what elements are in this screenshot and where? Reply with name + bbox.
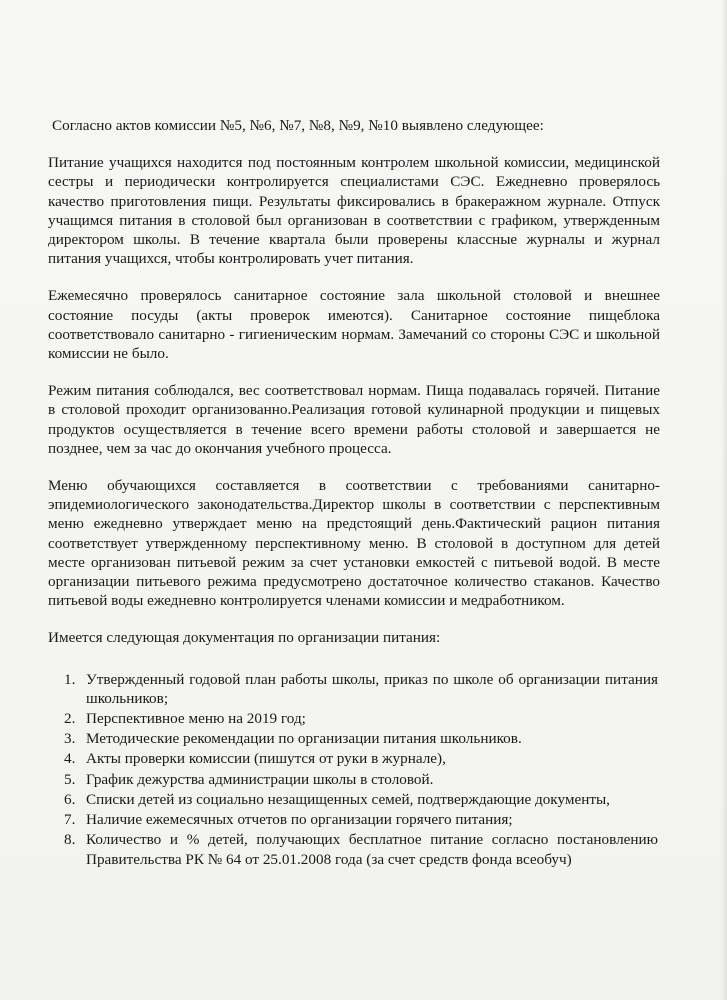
list-item-number: 7. (64, 811, 76, 829)
list-item (64, 670, 658, 708)
list-item (64, 749, 658, 768)
list-item-text: Списки детей из социально незащищенных семей, подтверждающие документы, (86, 790, 610, 808)
list-item-text: Количество и % детей, получающих бесплатное питание согласно постановлению Правительства РК № 64 от 25.01.2008 года (за счет средств фонда всеобуч) (86, 831, 658, 868)
intro-line: Согласно актов комиссии №5, №6, №7, №8, №9, №10 выявлено следующее: (52, 117, 544, 134)
document-body (48, 116, 660, 870)
list-item-number: 6. (64, 790, 76, 808)
list-item (64, 810, 658, 829)
list-item-number: 1. (64, 670, 76, 688)
list-item-text: Утвержденный годовой план работы школы, приказ по школе об организации питания школьников; (86, 670, 658, 707)
list-item-number: 2. (64, 710, 76, 728)
list-item-number: 8. (64, 831, 76, 849)
list-item-number: 5. (64, 770, 76, 788)
paragraph-3: Режим питания соблюдался, вес соответствовал нормам. Пища подавалась горячей. Питание в столовой проходит организованно.Реализация готовой кулинарной продукции и пищевых продуктов осуществляется в течение всего времени работы столовой и завершается не позднее, чем за час до окончания учебного процесса. (48, 382, 660, 457)
list-item-text: Наличие ежемесячных отчетов по организации горячего питания; (86, 811, 513, 829)
page-edge-shadow (721, 0, 727, 1000)
list-item (64, 790, 658, 809)
paragraph-2: Ежемесячно проверялось санитарное состояние зала школьной столовой и внешнее состояние посуды (акты проверок имеются). Санитарное состояние пищеблока соответствовало санитарно - гигиеническим нормам. Замечаний со стороны СЭС и школьной комиссии не было. (48, 287, 660, 363)
list-item-number: 3. (64, 730, 76, 748)
paragraph-1: Питание учащихся находится под постоянным контролем школьной комиссии, медицинской сестры и периодически контролируется специалистами СЭС. Ежедневно проверялось качество приготовления пищи. Результаты фиксировались в бракеражном журнале. Отпуск учащимся питания в столовой был организован в соответствии с графиком, утвержденным директором школы. В течение квартала были проверены классные журналы и журнал питания учащихся, чтобы контролировать учет питания. (48, 154, 660, 268)
list-item-text: Методические рекомендации по организации питания школьников. (86, 730, 522, 748)
list-item (64, 770, 658, 789)
list-item-text: Перспективное меню на 2019 год; (86, 710, 306, 728)
list-item (64, 830, 658, 868)
list-item-text: График дежурства администрации школы в столовой. (86, 770, 434, 788)
list-item-text: Акты проверки комиссии (пишутся от руки в журнале), (86, 750, 446, 768)
list-heading: Имеется следующая документация по организации питания: (48, 629, 441, 647)
list-item (64, 729, 658, 748)
list-item-number: 4. (64, 750, 76, 768)
paragraph-4: Меню обучающихся составляется в соответствии с требованиями санитарно-эпидемиологического законодательства.Директор школы в соответствии с перспективным меню ежедневно утверждает меню на предстоящий день.Фактический рацион питания соответствует утвержденному перспективному меню. В столовой в доступном для детей месте организован питьевой режим за счет установки емкостей с питьевой водой. В месте организации питьевого режима предусмотрено достаточное количество стаканов. Качество питьевой воды ежедневно контролируется членами комиссии и медработником. (48, 477, 660, 610)
documentation-list (64, 670, 658, 869)
list-item (64, 709, 658, 728)
